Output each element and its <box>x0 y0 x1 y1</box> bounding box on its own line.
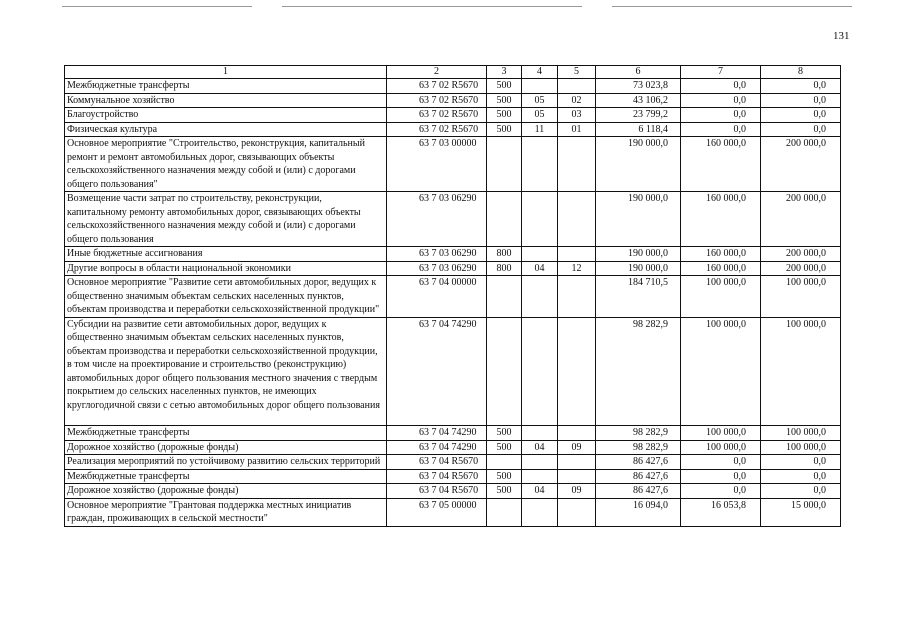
budget-code-cell: 63 7 03 00000 <box>387 137 487 192</box>
subsection-cell: 02 <box>558 93 596 108</box>
row-name-cell: Межбюджетные трансферты <box>65 469 387 484</box>
expense-type-cell <box>487 137 522 192</box>
section-cell <box>522 455 558 470</box>
row-name-cell: Благоустройство <box>65 108 387 123</box>
amount-col6-cell: 98 282,9 <box>596 426 681 441</box>
amount-col6-cell: 73 023,8 <box>596 79 681 94</box>
amount-col8-cell: 0,0 <box>761 93 841 108</box>
header-row <box>65 66 841 79</box>
row-name-cell: Межбюджетные трансферты <box>65 79 387 94</box>
expense-type-cell: 500 <box>487 440 522 455</box>
table-row <box>65 192 841 247</box>
subsection-cell: 03 <box>558 108 596 123</box>
amount-col8-cell: 0,0 <box>761 484 841 499</box>
amount-col8-cell: 200 000,0 <box>761 247 841 262</box>
amount-col6-cell: 190 000,0 <box>596 137 681 192</box>
budget-table <box>64 65 841 527</box>
amount-col6-cell: 184 710,5 <box>596 276 681 318</box>
amount-col7-cell: 0,0 <box>681 79 761 94</box>
budget-code-cell: 63 7 04 74290 <box>387 317 487 426</box>
top-rule-middle <box>282 6 582 7</box>
section-cell <box>522 247 558 262</box>
amount-col6-cell: 16 094,0 <box>596 498 681 526</box>
subsection-cell <box>558 79 596 94</box>
section-cell <box>522 317 558 426</box>
budget-code-cell: 63 7 03 06290 <box>387 247 487 262</box>
subsection-cell <box>558 455 596 470</box>
subsection-cell <box>558 469 596 484</box>
table-row <box>65 469 841 484</box>
expense-type-cell: 500 <box>487 93 522 108</box>
amount-col7-cell: 160 000,0 <box>681 137 761 192</box>
section-cell: 04 <box>522 440 558 455</box>
amount-col6-cell: 6 118,4 <box>596 122 681 137</box>
section-cell <box>522 192 558 247</box>
top-rule-right <box>612 6 852 7</box>
header-cell: 3 <box>487 66 522 79</box>
header-cell: 6 <box>596 66 681 79</box>
budget-code-cell: 63 7 04 74290 <box>387 440 487 455</box>
amount-col7-cell: 100 000,0 <box>681 317 761 426</box>
amount-col7-cell: 0,0 <box>681 469 761 484</box>
header-cell: 2 <box>387 66 487 79</box>
budget-code-cell: 63 7 05 00000 <box>387 498 487 526</box>
amount-col6-cell: 190 000,0 <box>596 192 681 247</box>
section-cell: 04 <box>522 261 558 276</box>
subsection-cell: 09 <box>558 484 596 499</box>
subsection-cell <box>558 426 596 441</box>
expense-type-cell <box>487 455 522 470</box>
amount-col6-cell: 98 282,9 <box>596 317 681 426</box>
amount-col8-cell: 200 000,0 <box>761 137 841 192</box>
amount-col7-cell: 100 000,0 <box>681 440 761 455</box>
amount-col7-cell: 160 000,0 <box>681 192 761 247</box>
table-row <box>65 79 841 94</box>
header-cell: 8 <box>761 66 841 79</box>
row-name-cell: Межбюджетные трансферты <box>65 426 387 441</box>
table-row <box>65 137 841 192</box>
budget-code-cell: 63 7 04 00000 <box>387 276 487 318</box>
expense-type-cell: 800 <box>487 247 522 262</box>
table-row <box>65 440 841 455</box>
budget-code-cell: 63 7 04 R5670 <box>387 484 487 499</box>
row-name-cell: Основное мероприятие "Строительство, реконструкция, капитальный ремонт и ремонт автомобильных дорог, связывающих объекты сельскохозяйственного назначения между собой и (или) с дорогами общего пользования" <box>65 137 387 192</box>
section-cell <box>522 79 558 94</box>
budget-code-cell: 63 7 04 R5670 <box>387 455 487 470</box>
section-cell: 05 <box>522 108 558 123</box>
amount-col8-cell: 0,0 <box>761 79 841 94</box>
amount-col6-cell: 86 427,6 <box>596 469 681 484</box>
budget-code-cell: 63 7 02 R5670 <box>387 79 487 94</box>
amount-col6-cell: 98 282,9 <box>596 440 681 455</box>
amount-col7-cell: 0,0 <box>681 122 761 137</box>
section-cell <box>522 469 558 484</box>
section-cell <box>522 426 558 441</box>
budget-code-cell: 63 7 04 74290 <box>387 426 487 441</box>
row-name-cell: Дорожное хозяйство (дорожные фонды) <box>65 440 387 455</box>
expense-type-cell: 800 <box>487 261 522 276</box>
table-row <box>65 93 841 108</box>
section-cell: 04 <box>522 484 558 499</box>
amount-col7-cell: 0,0 <box>681 108 761 123</box>
budget-code-cell: 63 7 03 06290 <box>387 192 487 247</box>
table-row <box>65 108 841 123</box>
subsection-cell <box>558 192 596 247</box>
row-name-cell: Основное мероприятие "Грантовая поддержка местных инициатив граждан, проживающих в сельской местности" <box>65 498 387 526</box>
expense-type-cell: 500 <box>487 122 522 137</box>
subsection-cell: 01 <box>558 122 596 137</box>
section-cell <box>522 498 558 526</box>
subsection-cell: 12 <box>558 261 596 276</box>
header-cell: 5 <box>558 66 596 79</box>
amount-col7-cell: 100 000,0 <box>681 426 761 441</box>
row-name-cell: Основное мероприятие "Развитие сети автомобильных дорог, ведущих к общественно значимым объектам сельских населенных пунктов, объектам производства и переработки сельскохозяйственной продукции" <box>65 276 387 318</box>
table-row <box>65 261 841 276</box>
table-row <box>65 317 841 426</box>
amount-col8-cell: 0,0 <box>761 122 841 137</box>
subsection-cell <box>558 317 596 426</box>
amount-col7-cell: 0,0 <box>681 93 761 108</box>
amount-col8-cell: 200 000,0 <box>761 261 841 276</box>
row-name-cell: Дорожное хозяйство (дорожные фонды) <box>65 484 387 499</box>
subsection-cell <box>558 137 596 192</box>
expense-type-cell: 500 <box>487 484 522 499</box>
budget-code-cell: 63 7 04 R5670 <box>387 469 487 484</box>
section-cell <box>522 276 558 318</box>
amount-col7-cell: 100 000,0 <box>681 276 761 318</box>
budget-code-cell: 63 7 03 06290 <box>387 261 487 276</box>
table-row <box>65 498 841 526</box>
amount-col8-cell: 15 000,0 <box>761 498 841 526</box>
row-name-cell: Другие вопросы в области национальной экономики <box>65 261 387 276</box>
amount-col8-cell: 0,0 <box>761 455 841 470</box>
header-cell: 1 <box>65 66 387 79</box>
amount-col7-cell: 160 000,0 <box>681 247 761 262</box>
section-cell: 11 <box>522 122 558 137</box>
row-name-cell: Субсидии на развитие сети автомобильных дорог, ведущих к общественно значимым объектам сельских населенных пунктов, объектам производства и переработки сельскохозяйственной продукции, в том числе на проектирование и строительство (реконструкцию) автомобильных дорог общего пользования местного значения с твердым покрытием до сельских населенных пунктов, не имеющих круглогодичной связи с сетью автомобильных дорог общего пользования <box>65 317 387 426</box>
expense-type-cell: 500 <box>487 108 522 123</box>
row-name-cell: Коммунальное хозяйство <box>65 93 387 108</box>
amount-col8-cell: 200 000,0 <box>761 192 841 247</box>
section-cell: 05 <box>522 93 558 108</box>
amount-col8-cell: 100 000,0 <box>761 317 841 426</box>
budget-code-cell: 63 7 02 R5670 <box>387 93 487 108</box>
expense-type-cell <box>487 192 522 247</box>
top-rule-left <box>62 6 252 7</box>
amount-col6-cell: 23 799,2 <box>596 108 681 123</box>
row-name-cell: Физическая культура <box>65 122 387 137</box>
amount-col8-cell: 0,0 <box>761 469 841 484</box>
expense-type-cell: 500 <box>487 426 522 441</box>
amount-col7-cell: 160 000,0 <box>681 261 761 276</box>
subsection-cell <box>558 247 596 262</box>
row-name-cell: Реализация мероприятий по устойчивому развитию сельских территорий <box>65 455 387 470</box>
table-row <box>65 122 841 137</box>
table-row <box>65 484 841 499</box>
table-row <box>65 426 841 441</box>
amount-col8-cell: 100 000,0 <box>761 426 841 441</box>
budget-code-cell: 63 7 02 R5670 <box>387 108 487 123</box>
amount-col6-cell: 86 427,6 <box>596 484 681 499</box>
table-row <box>65 247 841 262</box>
expense-type-cell: 500 <box>487 469 522 484</box>
budget-code-cell: 63 7 02 R5670 <box>387 122 487 137</box>
amount-col7-cell: 0,0 <box>681 455 761 470</box>
header-cell: 4 <box>522 66 558 79</box>
amount-col8-cell: 100 000,0 <box>761 276 841 318</box>
table-row <box>65 276 841 318</box>
amount-col6-cell: 86 427,6 <box>596 455 681 470</box>
expense-type-cell <box>487 276 522 318</box>
subsection-cell <box>558 276 596 318</box>
row-name-cell: Иные бюджетные ассигнования <box>65 247 387 262</box>
amount-col7-cell: 0,0 <box>681 484 761 499</box>
expense-type-cell <box>487 317 522 426</box>
expense-type-cell <box>487 498 522 526</box>
subsection-cell: 09 <box>558 440 596 455</box>
page-number: 131 <box>833 30 850 42</box>
amount-col6-cell: 190 000,0 <box>596 261 681 276</box>
subsection-cell <box>558 498 596 526</box>
amount-col6-cell: 190 000,0 <box>596 247 681 262</box>
expense-type-cell: 500 <box>487 79 522 94</box>
amount-col7-cell: 16 053,8 <box>681 498 761 526</box>
section-cell <box>522 137 558 192</box>
amount-col8-cell: 100 000,0 <box>761 440 841 455</box>
row-name-cell: Возмещение части затрат по строительству, реконструкции, капитальному ремонту автомобильных дорог, связывающих объекты сельскохозяйственного назначения между собой и (или) с дорогами общего пользования <box>65 192 387 247</box>
table-row <box>65 455 841 470</box>
amount-col8-cell: 0,0 <box>761 108 841 123</box>
header-cell: 7 <box>681 66 761 79</box>
amount-col6-cell: 43 106,2 <box>596 93 681 108</box>
